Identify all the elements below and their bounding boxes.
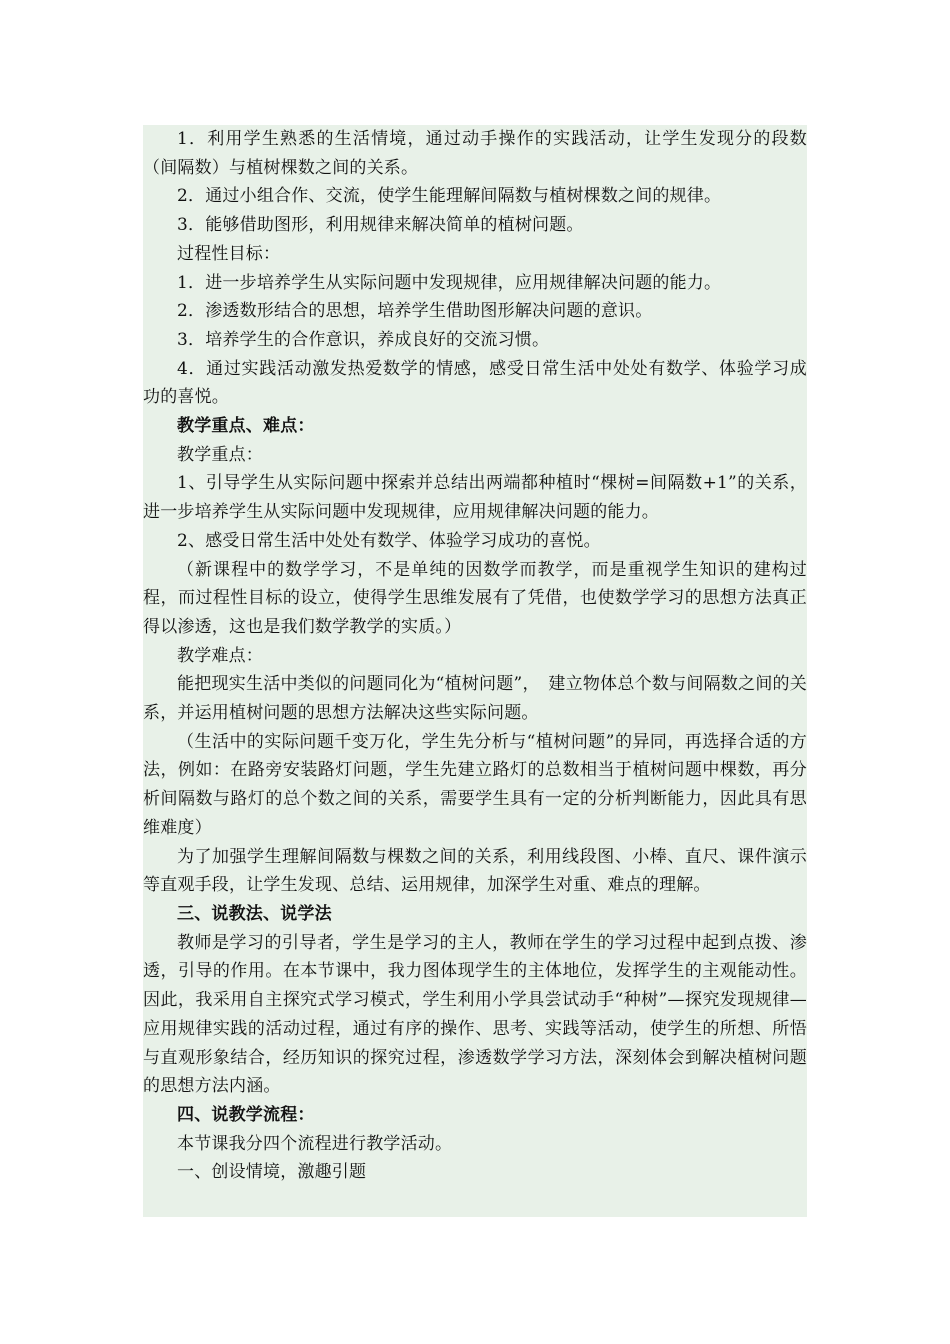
- objective-3-paragraph: 3．能够借助图形，利用规律来解决简单的植树问题。: [177, 215, 584, 236]
- process-goal-1-paragraph: 1．进一步培养学生从实际问题中发现规律，应用规律解决问题的能力。: [177, 272, 722, 293]
- key-points-subheading: 教学重点：: [177, 444, 263, 465]
- process-goal-3-paragraph: 3．培养学生的合作意识，养成良好的交流习惯。: [177, 329, 550, 350]
- key-point-1-paragraph: 1、引导学生从实际问题中探索并总结出两端都种植时“棵树=间隔数+1”的关系，进一步培养学生从实际问题中发现规律，应用规律解决问题的能力。: [143, 473, 807, 523]
- process-goal-4-paragraph: 4．通过实践活动激发热爱数学的情感，感受日常生活中处处有数学、体验学习成功的喜悦。: [143, 358, 807, 408]
- process-heading: 四、说教学流程：: [177, 1104, 315, 1125]
- methods-heading: 三、说教法、说学法: [177, 903, 332, 924]
- difficult-points-subheading: 教学难点：: [177, 645, 263, 666]
- key-point-2-paragraph: 2、感受日常生活中处处有数学、体验学习成功的喜悦。: [177, 530, 601, 551]
- document-body: [143, 125, 807, 1217]
- process-goal-2-paragraph: 2．渗透数形结合的思想，培养学生借助图形解决问题的意识。: [177, 301, 653, 322]
- difficult-point-paragraph: 能把现实生活中类似的问题同化为“植树问题”， 建立物体总个数与间隔数之间的关系，并运用植树问题的思想方法解决这些实际问题。: [143, 674, 807, 724]
- difficult-point-note-paragraph: （生活中的实际问题千变万化，学生先分析与“植树问题”的异同，再选择合适的方法，例如：在路旁安装路灯问题，学生先建立路灯的总数相当于植树问题中棵数，再分析间隔数与路灯的总个数之间的关系，需要学生具有一定的分析判断能力，因此具有思维难度）: [143, 731, 807, 838]
- teaching-aids-paragraph: 为了加强学生理解间隔数与棵数之间的关系，利用线段图、小棒、直尺、课件演示等直观手段，让学生发现、总结、运用规律，加深学生对重、难点的理解。: [143, 846, 807, 896]
- key-point-note-paragraph: （新课程中的数学学习，不是单纯的因数学而教学，而是重视学生知识的建构过程，而过程性目标的设立，使得学生思维发展有了凭借，也使数学学习的思想方法真正得以渗透，这也是我们数学教学的实质。）: [143, 559, 807, 637]
- objective-1-paragraph: 1．利用学生熟悉的生活情境，通过动手操作的实践活动，让学生发现分的段数（间隔数）与植树棵数之间的关系。: [143, 129, 807, 178]
- process-intro-paragraph: 本节课我分四个流程进行教学活动。: [177, 1133, 453, 1154]
- key-difficult-points-heading: 教学重点、难点：: [177, 416, 315, 437]
- methods-paragraph: 教师是学习的引导者，学生是学习的主人，教师在学生的学习过程中起到点拨、渗透，引导的作用。在本节课中，我力图体现学生的主体地位，发挥学生的主观能动性。因此，我采用自主探究式学习模式，学生利用小学具尝试动手“种树”—探究发现规律—应用规律实践的活动过程，通过有序的操作、思考、实践等活动，使学生的所想、所悟与直观形象结合，经历知识的探究过程，渗透数学学习方法，深刻体会到解决植树问题的思想方法内涵。: [143, 932, 807, 1097]
- objective-2-paragraph: 2．通过小组合作、交流，使学生能理解间隔数与植树棵数之间的规律。: [177, 186, 722, 207]
- process-goals-heading: 过程性目标：: [177, 243, 281, 264]
- process-step-1-paragraph: 一、创设情境，激趣引题: [177, 1162, 367, 1183]
